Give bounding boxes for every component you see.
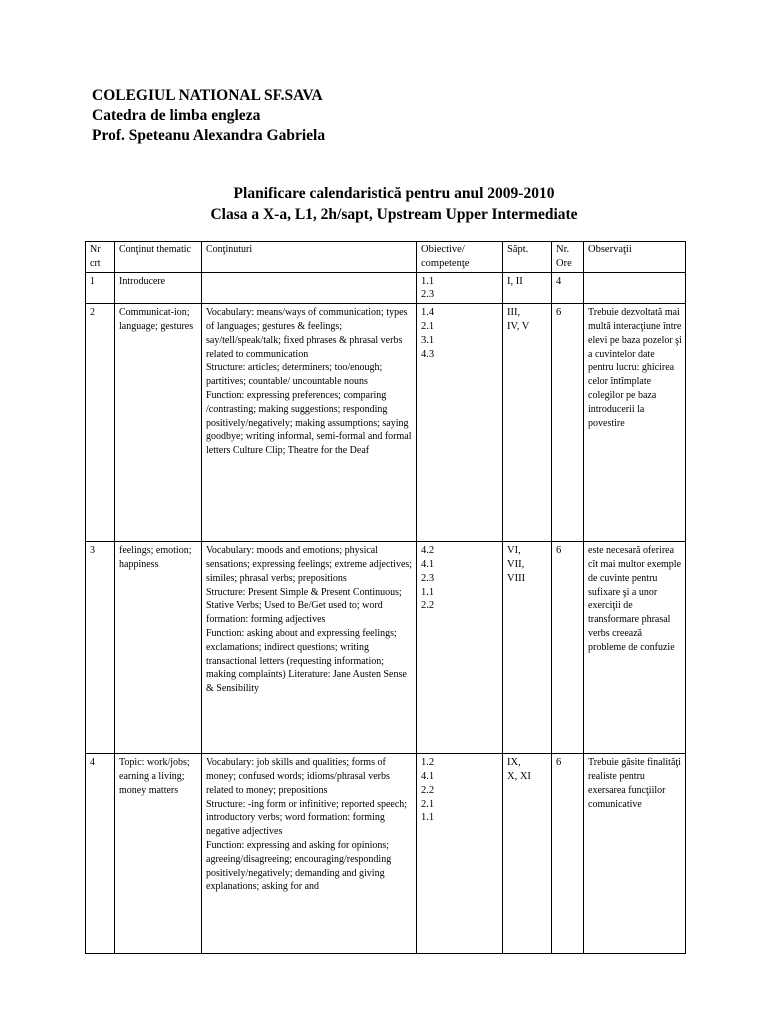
cell-week: IX, X, XI [503, 754, 552, 954]
table-header-row [86, 242, 686, 273]
cell-nr: 1 [86, 272, 115, 304]
document-header [92, 86, 325, 146]
column-header-hours: Nr. Ore [552, 242, 584, 273]
cell-hours: 4 [552, 272, 584, 304]
table-row [86, 542, 686, 754]
cell-notes: este necesară oferirea cît mai multor exemple de cuvinte pentru sufixare şi a unor exerciţii de transformare phrasal verbs creează probleme de confuzie [584, 542, 686, 754]
cell-theme: Communicat-ion; language; gestures [115, 304, 202, 542]
title-line-1: Planificare calendaristică pentru anul 2009-2010 [233, 185, 555, 202]
cell-week: VI, VII, VIII [503, 542, 552, 754]
cell-objectives: 1.2 4.1 2.2 2.1 1.1 [417, 754, 503, 954]
cell-objectives: 4.2 4.1 2.3 1.1 2.2 [417, 542, 503, 754]
cell-theme: feelings; emotion; happiness [115, 542, 202, 754]
teacher-name: Prof. Speteanu Alexandra Gabriela [92, 127, 326, 144]
cell-content: Vocabulary: means/ways of communication; types of languages; gestures & feelings; say/tell/speak/talk; fixed phrases & phrasal verbs related to communication Structure: articles; determiners; too/enough; partitives; countable/ uncountable nouns Function: expressing preferences; comparing /contrasting; making suggestions; responding positively/negatively; making assumptions; saying goodbye; writing informal, semi-formal and formal letters Culture Clip; Theatre for the Deaf [202, 304, 417, 542]
cell-notes: Trebuie găsite finalităţi realiste pentru exersarea funcţiilor comunicative [584, 754, 686, 954]
cell-content: Vocabulary: moods and emotions; physical sensations; expressing feelings; extreme adjectives; similes; phrasal verbs; prepositions Structure: Present Simple & Present Continuous; Stative Verbs; Used to Be/Get used to; word formation: forming adjectives Function: asking about and expressing feelings; exclamations; indirect questions; writing transactional letters (requesting information; making complaints) Literature: Jane Austen Sense & Sensibility [202, 542, 417, 754]
column-header-objectives: Obiective/ competenţe [417, 242, 503, 273]
cell-week: III, IV, V [503, 304, 552, 542]
cell-nr: 4 [86, 754, 115, 954]
cell-hours: 6 [552, 754, 584, 954]
cell-nr: 2 [86, 304, 115, 542]
cell-content: Vocabulary: job skills and qualities; forms of money; confused words; idioms/phrasal verbs related to money; prepositions Structure: -ing form or infinitive; reported speech; introductory verbs; word formation: forming negative adjectives Function: expressing and asking for opinions; agreeing/disagreeing; encouraging/responding positively/negatively; demanding and giving explanations; asking for and [202, 754, 417, 954]
column-header-notes: Observaţii [584, 242, 686, 273]
cell-notes: Trebuie dezvoltată mai multă interacţiune între elevi pe baza pozelor şi a cuvintelor date pentru lucru: ghicirea celor întîmplate colegilor pe baza introducerii la povestire [584, 304, 686, 542]
planning-table [85, 241, 686, 954]
cell-theme: Introducere [115, 272, 202, 304]
document-title [0, 183, 768, 225]
cell-notes [584, 272, 686, 304]
column-header-content: Conţinuturi [202, 242, 417, 273]
cell-theme: Topic: work/jobs; earning a living; money matters [115, 754, 202, 954]
column-header-week: Săpt. [503, 242, 552, 273]
title-line-2: Clasa a X-a, L1, 2h/sapt, Upstream Upper Intermediate [210, 206, 578, 223]
table-row [86, 754, 686, 954]
table-row [86, 304, 686, 542]
cell-week: I, II [503, 272, 552, 304]
cell-objectives: 1.1 2.3 [417, 272, 503, 304]
column-header-nr: Nr crt [86, 242, 115, 273]
department-name: Catedra de limba engleza [92, 107, 261, 124]
table-row [86, 272, 686, 304]
column-header-theme: Conţinut thematic [115, 242, 202, 273]
school-name: COLEGIUL NATIONAL SF.SAVA [92, 87, 323, 104]
cell-content [202, 272, 417, 304]
cell-objectives: 1.4 2.1 3.1 4.3 [417, 304, 503, 542]
cell-hours: 6 [552, 542, 584, 754]
cell-hours: 6 [552, 304, 584, 542]
cell-nr: 3 [86, 542, 115, 754]
